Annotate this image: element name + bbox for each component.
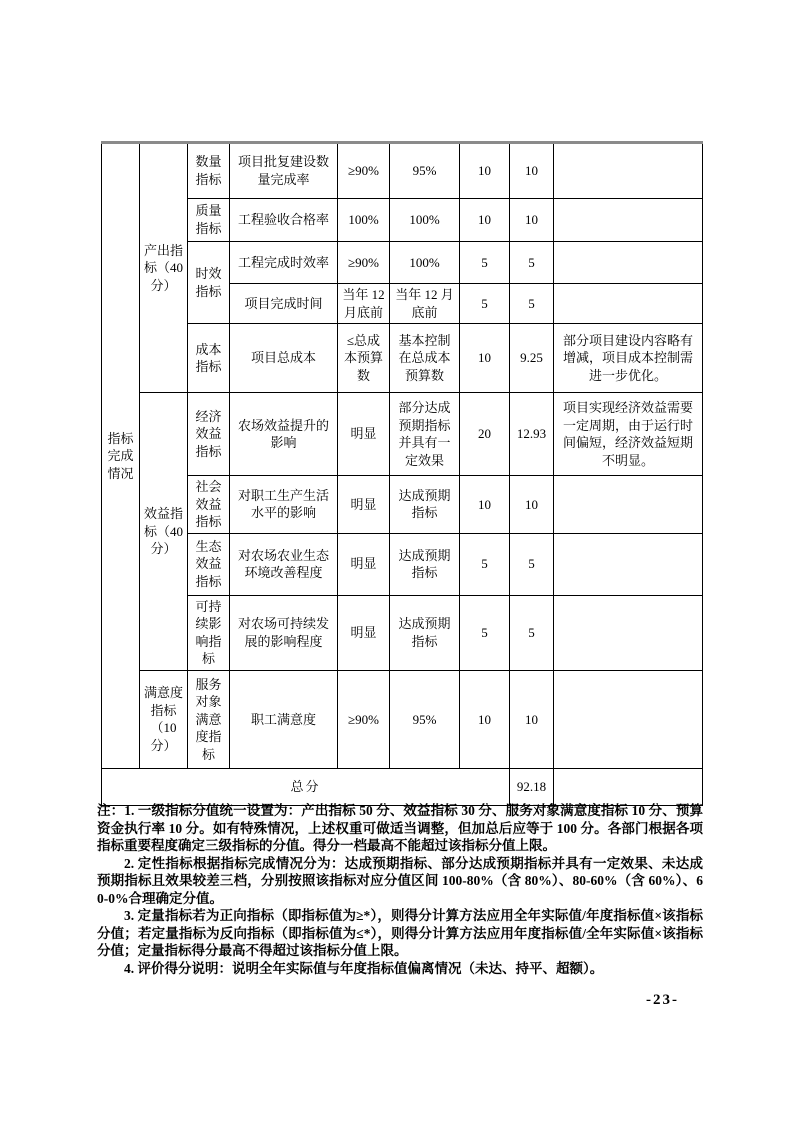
cell-score: 10: [510, 670, 554, 768]
page-number: -23-: [646, 992, 679, 1008]
table-row: [102, 533, 703, 595]
cell-group-benefit: 效益指标（40分）: [140, 393, 188, 671]
cell-points: 5: [460, 242, 510, 284]
cell-sub-indicator: 服务对象满意度指标: [188, 670, 230, 768]
cell-target-value: 明显: [338, 393, 390, 476]
cell-actual-value: 100%: [390, 242, 460, 284]
cell-points: 10: [460, 199, 510, 242]
cell-sub-indicator: 成本指标: [188, 324, 230, 393]
cell-group-satisfaction: 满意度指标（10分）: [140, 670, 188, 768]
cell-comment: [554, 242, 703, 284]
footnote-4: 4. 评价得分说明：说明全年实际值与年度指标值偏离情况（未达、持平、超额）。: [124, 960, 604, 976]
table-row: [102, 476, 703, 534]
table-row: [102, 670, 703, 768]
cell-comment: [554, 476, 703, 534]
cell-target-value: 明显: [338, 533, 390, 595]
cell-points: 5: [460, 595, 510, 670]
table-row: [102, 199, 703, 242]
cell-indicator-name: 农场效益提升的影响: [230, 393, 338, 476]
cell-points: 5: [460, 284, 510, 324]
cell-comment: 项目实现经济效益需要一定周期，由于运行时间偏短，经济效益短期不明显。: [554, 393, 703, 476]
cell-score: 10: [510, 143, 554, 199]
cell-indicator-name: 对农场农业生态环境改善程度: [230, 533, 338, 595]
cell-actual-value: 部分达成预期指标并具有一定效果: [390, 393, 460, 476]
cell-sub-indicator: 社会效益指标: [188, 476, 230, 534]
cell-total-comment: [554, 768, 703, 805]
cell-comment: [554, 670, 703, 768]
cell-score: 9.25: [510, 324, 554, 393]
cell-score: 5: [510, 533, 554, 595]
cell-actual-value: 95%: [390, 670, 460, 768]
footnote-2: 2. 定性指标根据指标完成情况分为：达成预期指标、部分达成预期指标并具有一定效果、未达成预期指标且效果较差三档，分别按照该指标对应分值区间 100-80%（含 80%）、80-60%（含 60%）、60-0%合理确定分值。: [97, 855, 703, 906]
table-row: [102, 393, 703, 476]
footnote-3: 3. 定量指标若为正向指标（即指标值为≥*），则得分计算方法应用全年实际值/年度指标值×该指标分值；若定量指标为反向指标（即指标值为≤*），则得分计算方法应用年度指标值/全年实际值×该指标分值；定量指标得分最高不得超过该指标分值上限。: [97, 908, 703, 959]
footnotes: [97, 802, 703, 977]
cell-comment: [554, 595, 703, 670]
cell-comment: [554, 284, 703, 324]
cell-target-value: 100%: [338, 199, 390, 242]
cell-indicator-name: 项目完成时间: [230, 284, 338, 324]
cell-indicator-name: 对农场可持续发展的影响程度: [230, 595, 338, 670]
cell-comment: [554, 533, 703, 595]
cell-actual-value: 当年 12 月底前: [390, 284, 460, 324]
cell-score: 5: [510, 242, 554, 284]
cell-actual-value: 达成预期指标: [390, 595, 460, 670]
cell-actual-value: 100%: [390, 199, 460, 242]
cell-comment: [554, 199, 703, 242]
cell-sub-indicator: 经济效益指标: [188, 393, 230, 476]
cell-points: 10: [460, 476, 510, 534]
cell-target-value: ≥90%: [338, 143, 390, 199]
cell-actual-value: 95%: [390, 143, 460, 199]
table-row: [102, 242, 703, 284]
cell-actual-value: 达成预期指标: [390, 533, 460, 595]
footnote-1: 注：1. 一级指标分值统一设置为：产出指标 50 分、效益指标 30 分、服务对象满意度指标 10 分、预算资金执行率 10 分。如有特殊情况，上述权重可做适当调整，但加总后应等于 100 分。各部门根据各项指标重要程度确定三级指标的分值。得分一档最高不能超过该指标分值上限。: [97, 803, 703, 854]
cell-points: 10: [460, 324, 510, 393]
cell-indicator-name: 对职工生产生活水平的影响: [230, 476, 338, 534]
cell-actual-value: 基本控制在总成本预算数: [390, 324, 460, 393]
cell-target-value: ≥90%: [338, 242, 390, 284]
cell-target-value: 明显: [338, 595, 390, 670]
table-row: [102, 143, 703, 199]
cell-total-score: 92.18: [510, 768, 554, 805]
table-total-row: [102, 768, 703, 805]
cell-indicator-name: 职工满意度: [230, 670, 338, 768]
cell-target-value: 当年 12 月底前: [338, 284, 390, 324]
cell-indicator-name: 工程完成时效率: [230, 242, 338, 284]
cell-actual-value: 达成预期指标: [390, 476, 460, 534]
cell-target-value: 明显: [338, 476, 390, 534]
cell-score: 12.93: [510, 393, 554, 476]
cell-sub-indicator: 可持续影响指标: [188, 595, 230, 670]
table-row: [102, 595, 703, 670]
cell-points: 5: [460, 533, 510, 595]
cell-indicator-name: 工程验收合格率: [230, 199, 338, 242]
cell-sub-indicator: 数量指标: [188, 143, 230, 199]
cell-points: 20: [460, 393, 510, 476]
cell-comment: [554, 143, 703, 199]
cell-score: 10: [510, 199, 554, 242]
cell-group-output: 产出指标（40分）: [140, 143, 188, 393]
table-row: [102, 324, 703, 393]
cell-comment: 部分项目建设内容略有增减，项目成本控制需进一步优化。: [554, 324, 703, 393]
cell-section-header: 指标完成情况: [102, 143, 140, 769]
cell-total-label: 总分: [102, 768, 510, 805]
cell-sub-indicator: 质量指标: [188, 199, 230, 242]
cell-indicator-name: 项目总成本: [230, 324, 338, 393]
cell-sub-indicator: 生态效益指标: [188, 533, 230, 595]
cell-points: 10: [460, 670, 510, 768]
cell-target-value: ≤总成本预算数: [338, 324, 390, 393]
cell-points: 10: [460, 143, 510, 199]
cell-score: 10: [510, 476, 554, 534]
cell-score: 5: [510, 595, 554, 670]
cell-sub-indicator: 时效指标: [188, 242, 230, 324]
performance-indicator-table: [101, 141, 703, 806]
cell-target-value: ≥90%: [338, 670, 390, 768]
cell-indicator-name: 项目批复建设数量完成率: [230, 143, 338, 199]
cell-score: 5: [510, 284, 554, 324]
